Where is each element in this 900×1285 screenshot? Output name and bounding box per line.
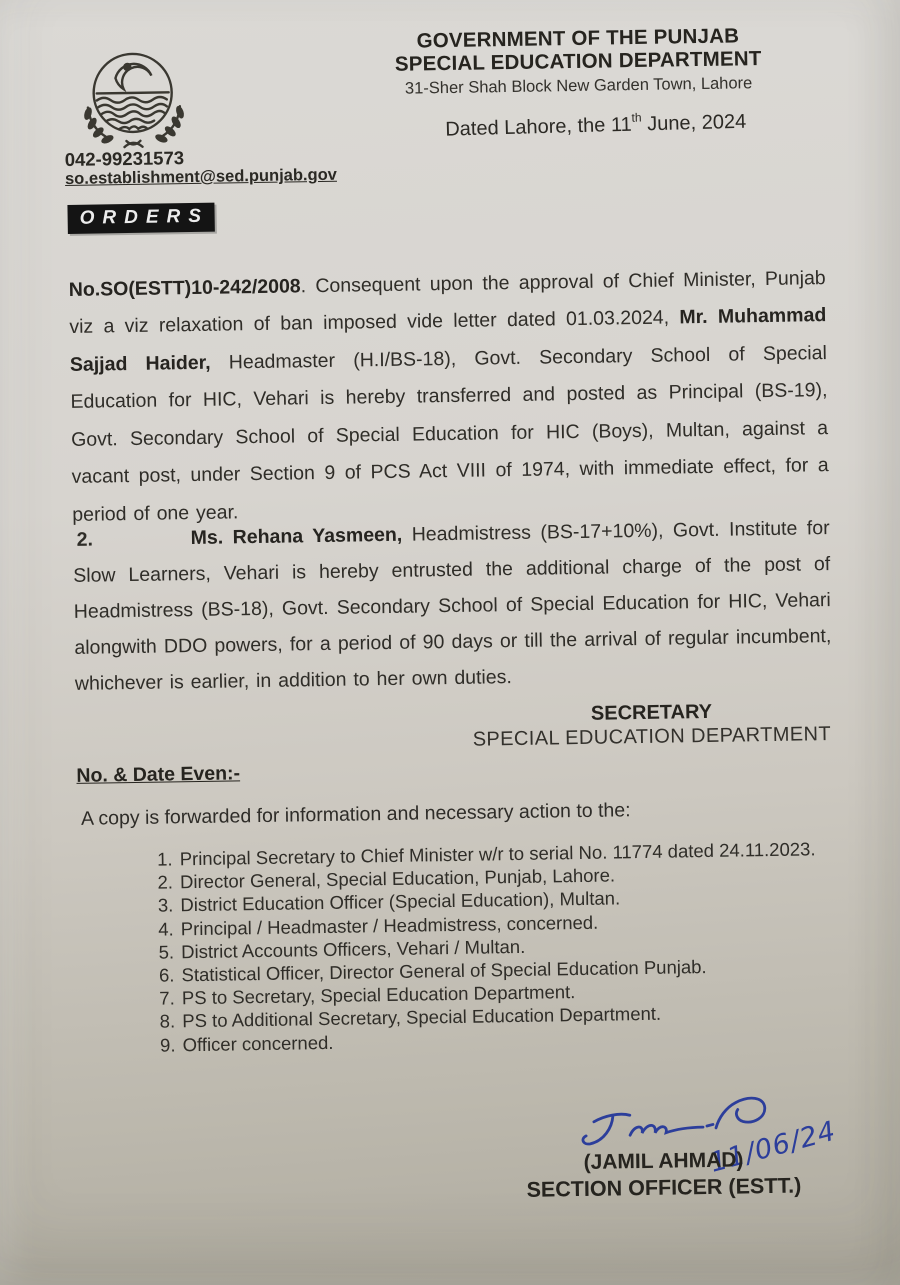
order-paragraph-2 [72, 510, 832, 702]
distribution-item: 8. PS to Additional Secretary, Special Education Department. [180, 999, 835, 1032]
signatory-designation: SECTION OFFICER (ESTT.) [526, 1173, 802, 1202]
punjab-government-emblem-icon [71, 50, 201, 156]
para1-text-a: . Consequent upon the approval of Chief Minister, Punjab viz a viz relaxation of ban imposed vide letter dated 01.03.2024, [69, 266, 826, 338]
distribution-item: 9. Officer concerned. [180, 1023, 835, 1056]
reference-number: No.SO(ESTT)10-242/2008 [68, 274, 301, 301]
distribution-item: 2. Director General, Special Education, Punjab, Lahore. [178, 860, 833, 893]
date-ordinal: th [631, 110, 642, 125]
officer-name-1: Mr. Muhammad Sajjad Haider, [69, 304, 827, 376]
letterhead [389, 25, 768, 98]
contact-phone: 042-99231573 [64, 147, 185, 170]
distribution-item: 7. PS to Secretary, Special Education Department. [180, 976, 835, 1009]
distribution-list [144, 837, 836, 1057]
letter-date-line [445, 108, 747, 142]
officer-name-2: Ms. Rehana Yasmeen, [190, 523, 403, 549]
paragraph-number: 2. [76, 528, 94, 551]
signing-authority-department: SPECIAL EDUCATION DEPARTMENT [472, 723, 832, 751]
department-address: 31-Sher Shah Block New Garden Town, Lahore [404, 74, 753, 98]
signing-authority-title: SECRETARY [590, 700, 713, 725]
orders-heading: ORDERS [67, 203, 215, 234]
signing-authority [441, 698, 862, 753]
department-title-line1: GOVERNMENT OF THE PUNJAB [416, 24, 740, 53]
distribution-item: 5. District Accounts Officers, Vehari / Multan. [179, 930, 834, 963]
order-paragraph-1 [68, 260, 829, 534]
distribution-item: 6. Statistical Officer, Director General of Special Education Punjab. [179, 953, 834, 986]
distribution-item: 4. Principal / Headmaster / Headmistress, concerned. [179, 907, 834, 940]
date-suffix: June, 2024 [641, 110, 747, 136]
distribution-intro: A copy is forwarded for information and necessary action to the: [80, 799, 631, 830]
distribution-item: 3. District Education Officer (Special Education), Multan. [178, 883, 833, 916]
para1-text-b: Headmaster (H.I/BS-18), Govt. Secondary School of Special Education for HIC, Vehari is hereby transferred and posted as Principal (BS-19), Govt. Secondary School of Special Education for HIC (Boys), Multan, against a vacant post, under Section 9 of PCS Act VIII of 1974, with immediate effect, for a period of one year. [70, 341, 829, 526]
handwritten-date: 11/06/24 [706, 1115, 840, 1179]
date-prefix: Dated Lahore, the 11 [445, 113, 632, 141]
distribution-item: 1. Principal Secretary to Chief Minister w/r to serial No. 11774 dated 24.11.2023. [178, 837, 833, 870]
para2-text: Headmistress (BS-17+10%), Govt. Institute for Slow Learners, Vehari is hereby entrusted the additional charge of the post of Headmistress (BS-18), Govt. Secondary School of Special Education for HIC, Vehari alongwith DDO powers, for a period of 90 days or till the arrival of regular incumbent, whichever is earlier, in addition to her own duties. [73, 516, 832, 695]
no-and-date-heading: No. & Date Even:- [76, 762, 241, 787]
signatory-name: (JAMIL AHMAD) [583, 1148, 744, 1174]
department-title-line2: SPECIAL EDUCATION DEPARTMENT [394, 46, 762, 76]
contact-email: so.establishment@sed.punjab.gov [64, 165, 338, 188]
